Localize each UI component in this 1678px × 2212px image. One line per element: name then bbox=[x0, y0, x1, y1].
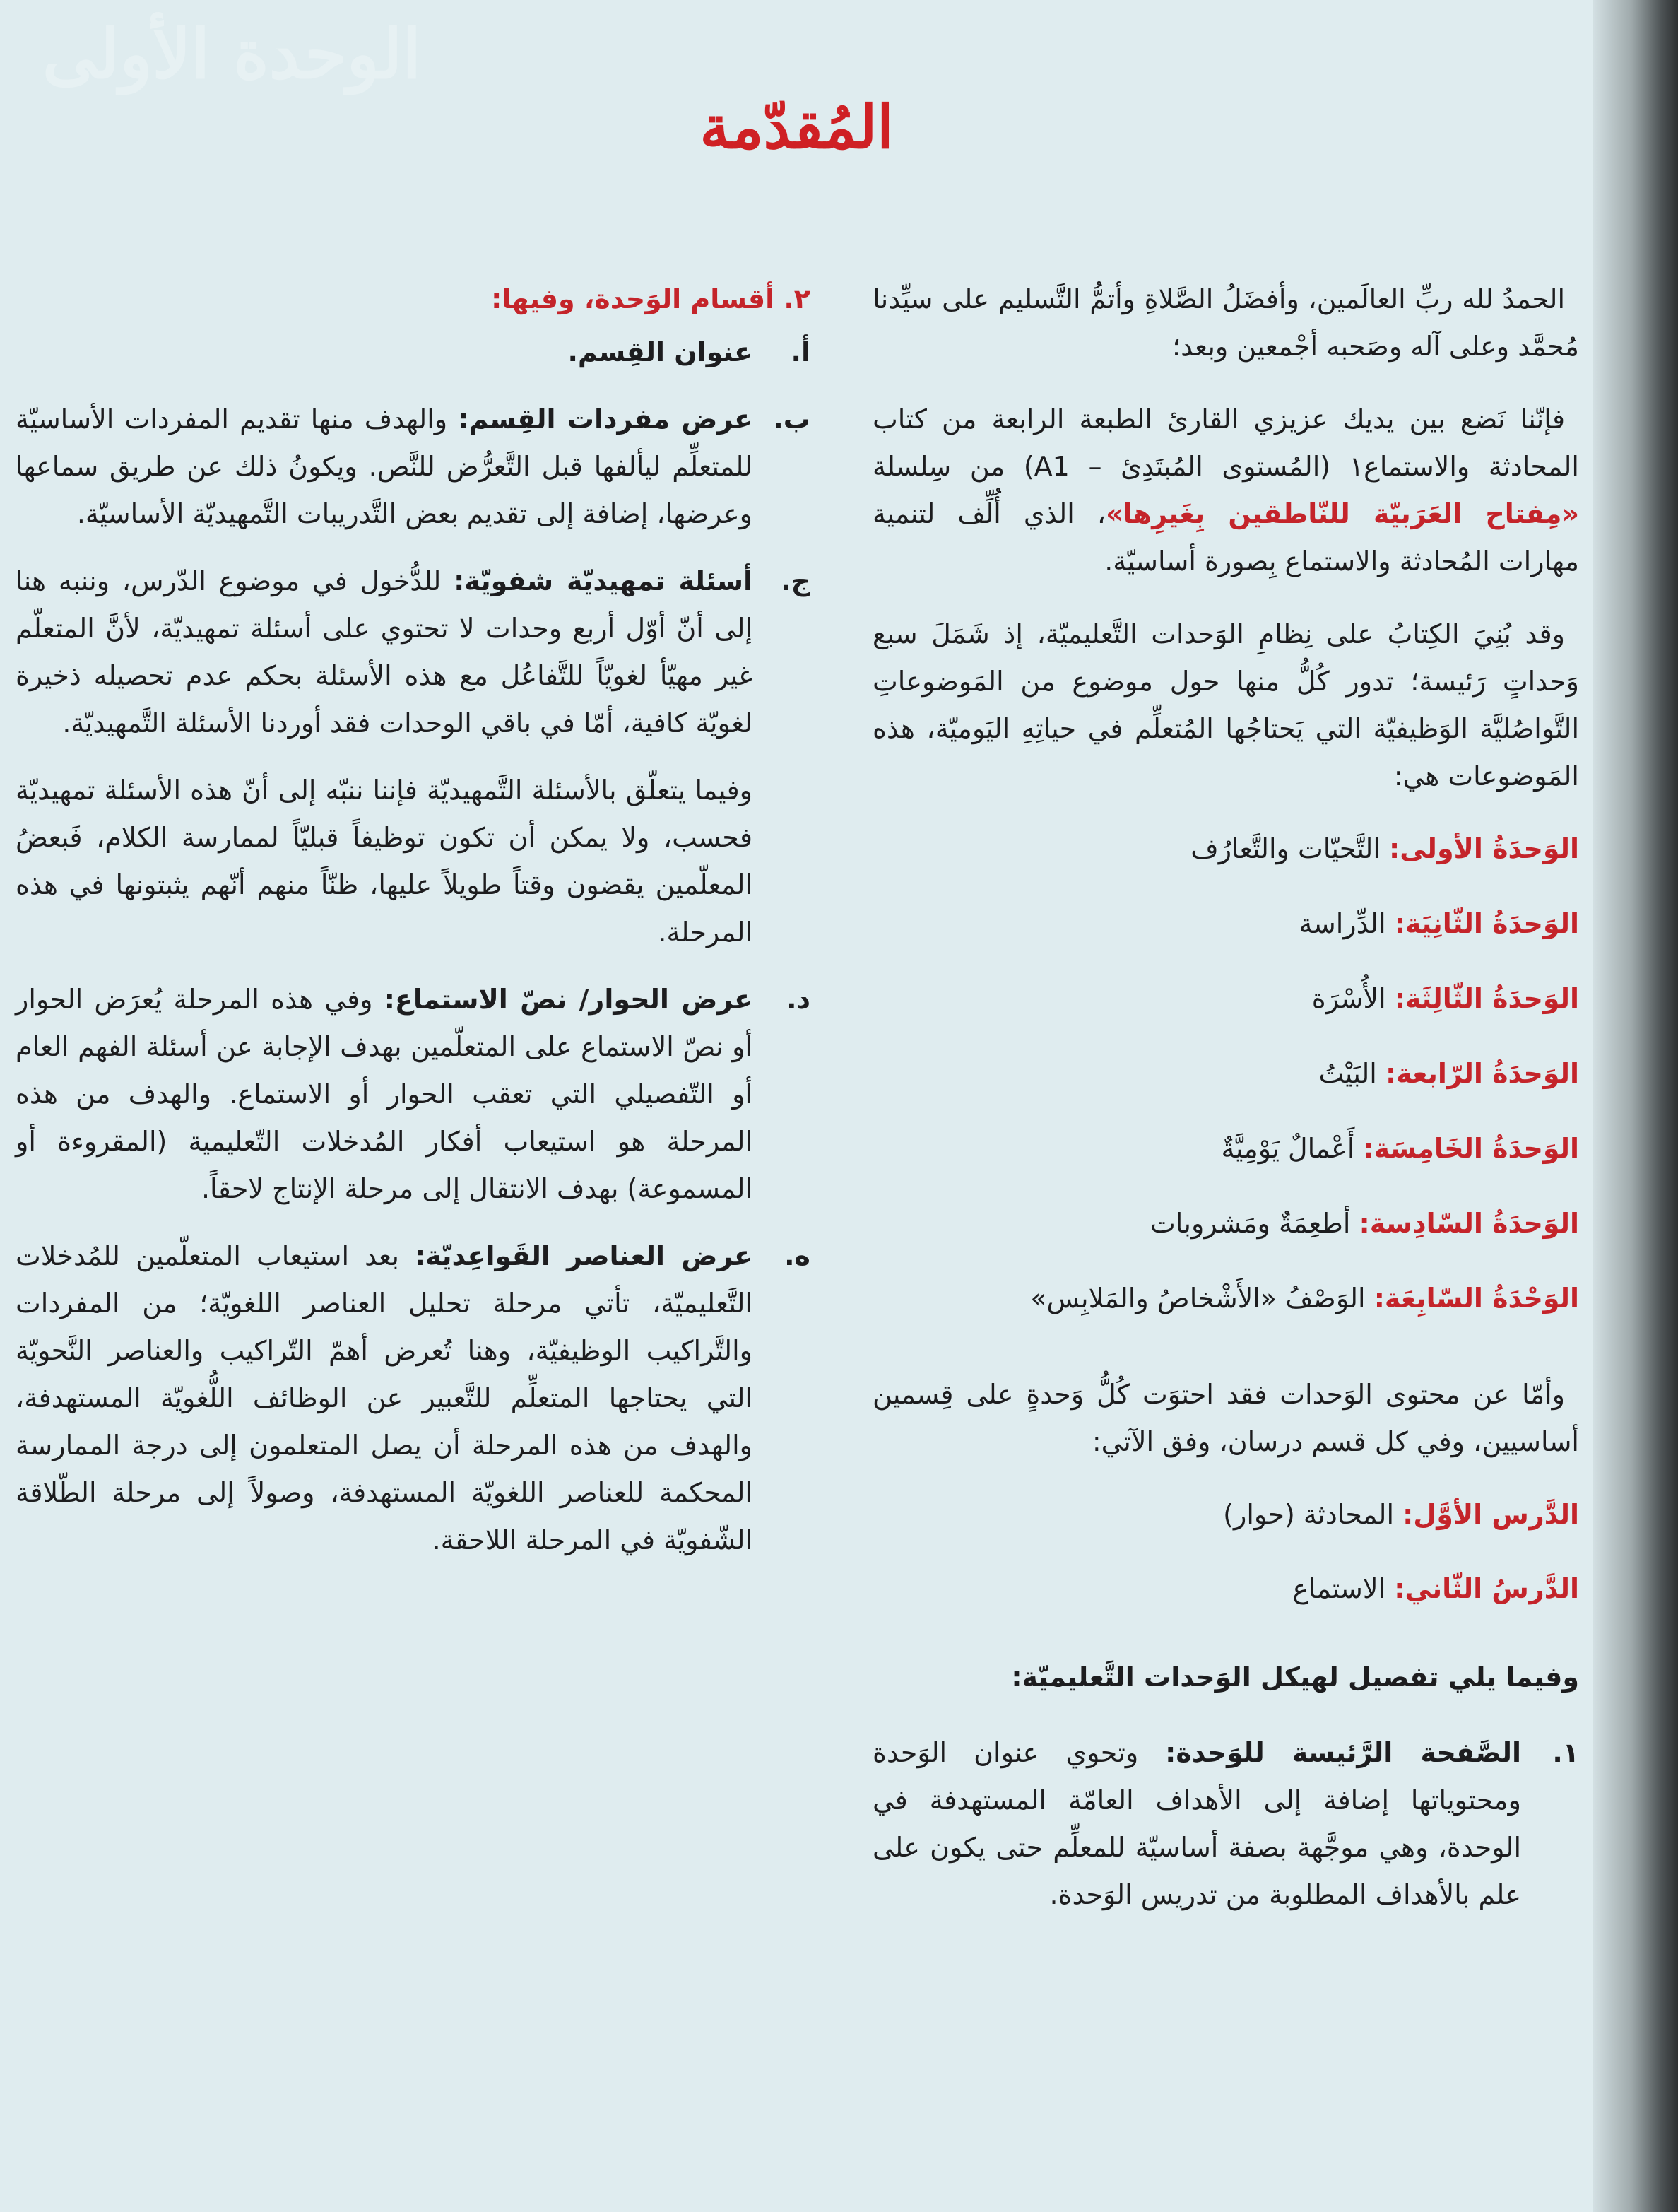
section-item bbox=[16, 558, 810, 747]
item-marker: ١. bbox=[1552, 1737, 1579, 1768]
lesson-label: الدَّرس الأوَّل: bbox=[1402, 1499, 1579, 1530]
section-title: ٢. أقسام الوَحدة، وفيها: bbox=[491, 283, 810, 314]
unit-row bbox=[873, 975, 1579, 1050]
unit-label: الوَحدَةُ السّادِسة: bbox=[1359, 1208, 1579, 1239]
intro-paragraph-1: الحمدُ لله ربِّ العالَمين، وأفضَلُ الصَّلاةِ وأتمُّ التَّسليم على سيِّدنا مُحمَّد وعلى آله وصَحبه أجْمعين وبعد؛ bbox=[873, 283, 1579, 362]
intro-paragraph-2-end: ، الذي أُلِّف لتنمية مهارات المُحادثة والاستماع بِصورة أساسيّة. bbox=[873, 498, 1579, 577]
item-body bbox=[16, 396, 752, 538]
unit-label: الوَحدَةُ الرّابعة: bbox=[1385, 1058, 1579, 1089]
unit-topic: التَّحيّات والتَّعارُف bbox=[1190, 833, 1381, 864]
unit-topic: البَيْتُ bbox=[1318, 1058, 1377, 1089]
intro-paragraph-2-start: فإنّنا نَضع بين يديك عزيزي القارئ الطبعة الرابعة من كتاب المحادثة والاستماع١ (المُستوى المُبتَدِئ – A1) من سِلسلة bbox=[873, 404, 1579, 482]
unit-label: الوَحدَةُ الخَامِسَة: bbox=[1363, 1133, 1579, 1164]
item-body bbox=[873, 1729, 1521, 1919]
item-text: وفي هذه المرحلة يُعرَض الحوار أو نصّ الاستماع على المتعلّمين بهدف الإجابة عن أسئلة الفهم العام أو التّفصيلي التي تعقب الحوار أو الاستماع. والهدف من هذه المرحلة هو استيعاب أفكار المُدخلات التّعليمية (المقروءة أو المسموعة) بهدف الانتقال إلى مرحلة الإنتاج لاحقاً. bbox=[16, 984, 752, 1204]
structure-item-main-page bbox=[873, 1729, 1579, 1919]
item-text: للدُّخول في موضوع الدّرس، وننبه هنا إلى أنّ أوّل أربع وحدات لا تحتوي على أسئلة تمهيديّة، لأنَّ المتعلّم غير مهيّأ لغويّاً للتَّفاعُل مع هذه الأسئلة بحكم عدم تحصيله ذخيرة لغويّة كافية، أمّا في باقي الوحدات فقد أوردنا الأسئلة التَّمهيديّة. bbox=[16, 565, 752, 739]
item-title: عنوان القِسم. bbox=[567, 336, 752, 367]
item-title: عرض العناصر القَواعِديّة: bbox=[415, 1240, 753, 1271]
unit-row bbox=[873, 900, 1579, 975]
item-title: الصَّفحة الرَّئيسة للوَحدة: bbox=[1165, 1737, 1521, 1768]
item-text: بعد استيعاب المتعلّمين للمُدخلات التَّعليميّة، تأتي مرحلة تحليل العناصر اللغويّة؛ من المفردات والتَّراكيب الوظيفيّة، وهنا تُعرض أهمّ التّراكيب والعناصر النَّحويّة التي يحتاجها المتعلِّم للتَّعبير عن الوظائف اللُّغويّة المستهدفة، والهدف من هذه المرحلة أن يصل المتعلمون إلى درجة الممارسة المحكمة للعناصر اللغويّة المستهدفة، وصولاً إلى مرحلة الطّلاقة الشّفويّة في المرحلة اللاحقة. bbox=[16, 1240, 752, 1555]
lesson-label: الدَّرسُ الثّاني: bbox=[1394, 1573, 1579, 1604]
structure-heading: وفيما يلي تفصيل لهيكل الوَحدات التَّعليميّة: bbox=[1011, 1661, 1579, 1693]
item-marker: ه. bbox=[784, 1240, 810, 1271]
item-body bbox=[16, 976, 752, 1213]
contents-paragraph: وأمّا عن محتوى الوَحدات فقد احتوَت كُلُّ وَحدةٍ على قِسمين أساسيين، وفي كل قسم درسان، وفق الآتي: bbox=[873, 1379, 1579, 1457]
item-body bbox=[16, 1233, 752, 1564]
item-marker: ج. bbox=[781, 565, 810, 596]
intro-paragraph-2 bbox=[873, 396, 1579, 585]
unit-topic: الوَصْفُ «الأَشْخاصُ والمَلابِس» bbox=[1030, 1283, 1366, 1314]
item-marker: أ. bbox=[791, 336, 810, 367]
book-spine-shadow bbox=[1593, 0, 1678, 2212]
left-column bbox=[16, 276, 810, 1584]
unit-topic: الأُسْرَة bbox=[1311, 983, 1386, 1014]
item-text: والهدف منها تقديم المفردات الأساسيّة للمتعلِّم ليألفها قبل التَّعرُّض للنَّص. ويكونُ ذلك عن طريق سماعها وعرضها، إضافة إلى تقديم بعض التَّدريبات التَّمهيديّة الأساسيّة. bbox=[16, 404, 752, 529]
lesson-row bbox=[873, 1565, 1579, 1640]
unit-row bbox=[873, 1050, 1579, 1125]
unit-label: الوَحدَةُ الثّالِثَة: bbox=[1394, 983, 1579, 1014]
right-column bbox=[873, 276, 1579, 1939]
section-item bbox=[16, 976, 810, 1213]
unit-label: الوَحدَةُ الأولى: bbox=[1389, 833, 1579, 864]
lesson-row bbox=[873, 1491, 1579, 1565]
units-list bbox=[873, 825, 1579, 1350]
item-marker: د. bbox=[786, 984, 810, 1015]
page-title: المُقدّمة bbox=[699, 92, 894, 162]
lesson-text: المحادثة (حوار) bbox=[1223, 1499, 1394, 1530]
intro-paragraph-3: وقد بُنِيَ الكِتابُ على نِظامِ الوَحدات التَّعليميّة، إذ شَمَلَ سبع وَحداتٍ رَئيسة؛ تدور كُلُّ منها حول موضوع من المَوضوعاتِ التَّواصُليَّة الوَظيفيّة التي يَحتاجُها المُتعلِّم في حياتِهِ اليَوميّة، هذه المَوضوعات هي: bbox=[873, 618, 1579, 792]
item-title: عرض الحوار/ نصّ الاستماع: bbox=[384, 984, 752, 1015]
series-name: «مِفتاح العَرَبيّة للنّاطقين بِغَيرِها» bbox=[1106, 498, 1579, 529]
unit-label: الوَحدَةُ الثّانِيَة: bbox=[1394, 908, 1579, 939]
unit-row bbox=[873, 825, 1579, 900]
section-item bbox=[16, 396, 810, 538]
preparatory-note-paragraph: وفيما يتعلّق بالأسئلة التَّمهيديّة فإننا ننبّه إلى أنّ هذه الأسئلة تمهيديّة فحسب، ولا يمكن أن تكون توظيفاً قبليّاً لممارسة الكلام، فَبعضُ المعلّمين يقضون وقتاً طويلاً عليها، ظنّاً منهم أنّهم يثبتونها في هذه المرحلة. bbox=[16, 775, 752, 948]
section-item bbox=[16, 329, 810, 376]
lesson-text: الاستماع bbox=[1292, 1573, 1386, 1604]
item-marker: ب. bbox=[773, 404, 810, 435]
item-body bbox=[16, 329, 752, 376]
item-text: وتحوي عنوان الوَحدة ومحتوياتها إضافة إلى الأهداف العامّة المستهدفة في الوحدة، وهي موجَّهة بصفة أساسيّة للمعلِّم حتى يكون على علم بالأهداف المطلوبة من تدريس الوَحدة. bbox=[873, 1737, 1521, 1910]
section-item bbox=[16, 1233, 810, 1564]
item-body bbox=[16, 558, 752, 747]
unit-topic: أَعْمالٌ يَوْمِيَّةٌ bbox=[1221, 1133, 1355, 1164]
lessons-list bbox=[873, 1491, 1579, 1640]
item-title: أسئلة تمهيديّة شفويّة: bbox=[454, 565, 752, 596]
item-title: عرض مفردات القِسم: bbox=[458, 404, 752, 435]
unit-topic: أطعِمَةٌ ومَشروبات bbox=[1150, 1208, 1351, 1239]
unit-label: الوَحْدَةُ السّابِعَة: bbox=[1373, 1283, 1579, 1314]
unit-row bbox=[873, 1200, 1579, 1275]
background-heading-watermark: الوحدة الأولى bbox=[42, 14, 422, 94]
unit-row bbox=[873, 1125, 1579, 1200]
unit-topic: الدِّراسة bbox=[1299, 908, 1386, 939]
unit-row bbox=[873, 1275, 1579, 1350]
